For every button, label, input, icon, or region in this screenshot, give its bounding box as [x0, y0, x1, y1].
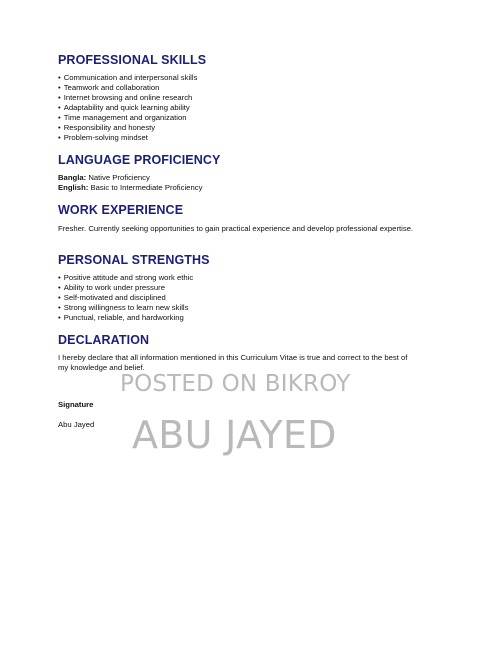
list-item: • Internet browsing and online research [58, 93, 197, 103]
language-value: Native Proficiency [88, 173, 150, 182]
watermark-name: ABU JAYED [132, 413, 337, 457]
list-item: • Responsibility and honesty [58, 123, 197, 133]
signature-name: Abu Jayed [58, 420, 95, 429]
watermark-posted-on: POSTED ON BIKROY [120, 371, 351, 397]
professional-skills-list [58, 73, 197, 143]
language-label: Bangla: [58, 173, 87, 182]
language-proficiency-block [58, 173, 418, 193]
language-entry-english [58, 183, 418, 193]
language-value: Basic to Intermediate Proficiency [90, 183, 203, 192]
personal-strengths-heading: PERSONAL STRENGTHS [58, 253, 210, 267]
list-item: • Strong willingness to learn new skills [58, 303, 193, 313]
work-experience-text: Fresher. Currently seeking opportunities to gain practical experience and develop professional expertise. [58, 224, 414, 233]
list-item: • Self-motivated and disciplined [58, 293, 193, 303]
list-item: • Ability to work under pressure [58, 283, 193, 293]
professional-skills-heading: PROFESSIONAL SKILLS [58, 53, 207, 67]
list-item: • Communication and interpersonal skills [58, 73, 197, 83]
language-label: English: [58, 183, 89, 192]
language-entry-bangla [58, 173, 418, 183]
list-item: • Teamwork and collaboration [58, 83, 197, 93]
list-item: • Adaptability and quick learning ability [58, 103, 197, 113]
signature-label: Signature [58, 400, 94, 409]
list-item: • Positive attitude and strong work ethic [58, 273, 193, 283]
list-item: • Time management and organization [58, 113, 197, 123]
personal-strengths-list [58, 273, 193, 323]
list-item: • Problem-solving mindset [58, 133, 197, 143]
list-item: • Punctual, reliable, and hardworking [58, 313, 193, 323]
work-experience-heading: WORK EXPERIENCE [58, 203, 184, 217]
declaration-heading: DECLARATION [58, 333, 150, 347]
declaration-text: I hereby declare that all information mentioned in this Curriculum Vitae is true and correct to the best of my knowledge and belief. [58, 353, 408, 372]
language-proficiency-heading: LANGUAGE PROFICIENCY [58, 153, 221, 167]
